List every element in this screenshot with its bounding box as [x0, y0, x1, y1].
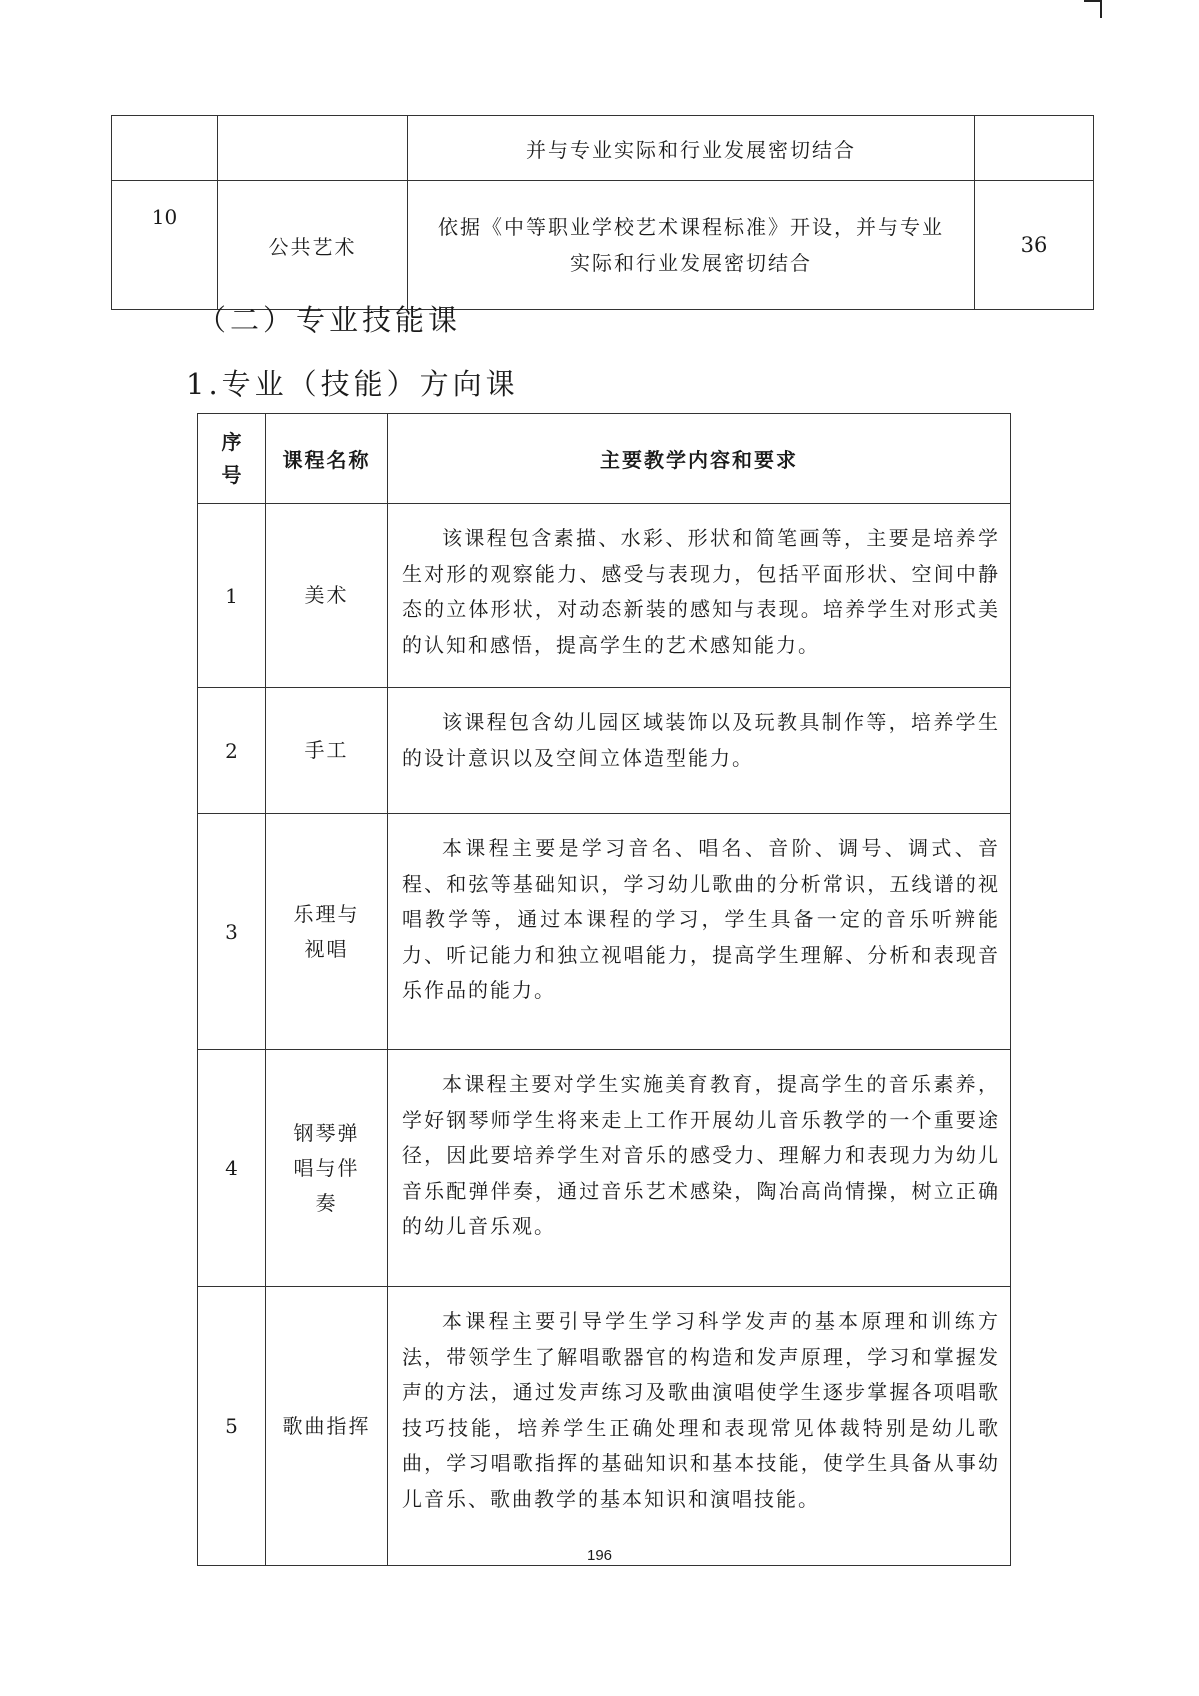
section-subheading: 1.专业（技能）方向课 — [186, 367, 519, 401]
course-number-cell: 5 — [198, 1287, 266, 1566]
page-number: 196 — [586, 1547, 613, 1564]
table-row — [112, 116, 1094, 181]
course-hours-cell — [975, 116, 1094, 181]
table-row — [112, 181, 1094, 310]
course-name-cell: 公共艺术 — [218, 181, 408, 310]
table-row — [198, 688, 1011, 814]
header-number: 序号 — [198, 414, 266, 504]
header-content: 主要教学内容和要求 — [388, 414, 1011, 504]
table-row — [198, 504, 1011, 688]
table-row — [198, 1050, 1011, 1287]
course-description-cell: 该课程包含素描、水彩、形状和简笔画等，主要是培养学生对形的观察能力、感受与表现力，包括平面形状、空间中静态的立体形状，对动态新装的感知与表现。培养学生对形式美的认知和感悟，提高学生的艺术感知能力。 — [388, 504, 1011, 688]
course-number-cell: 2 — [198, 688, 266, 814]
course-number-cell: 3 — [198, 814, 266, 1050]
course-name-cell: 钢琴弹唱与伴奏 — [266, 1050, 388, 1287]
table-row — [198, 814, 1011, 1050]
course-description-cell: 依据《中等职业学校艺术课程标准》开设，并与专业实际和行业发展密切结合 — [408, 181, 975, 310]
course-number-cell: 4 — [198, 1050, 266, 1287]
general-course-table-continued — [111, 115, 1094, 310]
course-name-cell: 手工 — [266, 688, 388, 814]
section-heading: （二）专业技能课 — [197, 303, 462, 337]
table-row — [198, 1287, 1011, 1566]
course-hours-cell: 36 — [975, 181, 1094, 310]
course-name-cell: 乐理与视唱 — [266, 814, 388, 1050]
course-description-cell: 并与专业实际和行业发展密切结合 — [408, 116, 975, 181]
course-description-cell: 该课程包含幼儿园区域装饰以及玩教具制作等，培养学生的设计意识以及空间立体造型能力。 — [388, 688, 1011, 814]
course-description-cell: 本课程主要是学习音名、唱名、音阶、调号、调式、音程、和弦等基础知识，学习幼儿歌曲的分析常识，五线谱的视唱教学等，通过本课程的学习，学生具备一定的音乐听辨能力、听记能力和独立视唱能力，提高学生理解、分析和表现音乐作品的能力。 — [388, 814, 1011, 1050]
professional-course-table — [197, 413, 1011, 1566]
page-corner-mark — [1084, 0, 1102, 18]
course-name-cell — [218, 116, 408, 181]
course-description-cell: 本课程主要引导学生学习科学发声的基本原理和训练方法，带领学生了解唱歌器官的构造和发声原理，学习和掌握发声的方法，通过发声练习及歌曲演唱使学生逐步掌握各项唱歌技巧技能，培养学生正确处理和表现常见体裁特别是幼儿歌曲，学习唱歌指挥的基础知识和基本技能，使学生具备从事幼儿音乐、歌曲教学的基本知识和演唱技能。 — [388, 1287, 1011, 1566]
course-name-cell: 美术 — [266, 504, 388, 688]
course-number-cell — [112, 116, 218, 181]
table-header-row — [198, 414, 1011, 504]
course-number-cell: 10 — [112, 181, 218, 310]
course-number-cell: 1 — [198, 504, 266, 688]
course-description-cell: 本课程主要对学生实施美育教育，提高学生的音乐素养，学好钢琴师学生将来走上工作开展幼儿音乐教学的一个重要途径，因此要培养学生对音乐的感受力、理解力和表现力为幼儿音乐配弹伴奏，通过音乐艺术感染，陶冶高尚情操，树立正确的幼儿音乐观。 — [388, 1050, 1011, 1287]
course-name-cell: 歌曲指挥 — [266, 1287, 388, 1566]
header-course-name: 课程名称 — [266, 414, 388, 504]
